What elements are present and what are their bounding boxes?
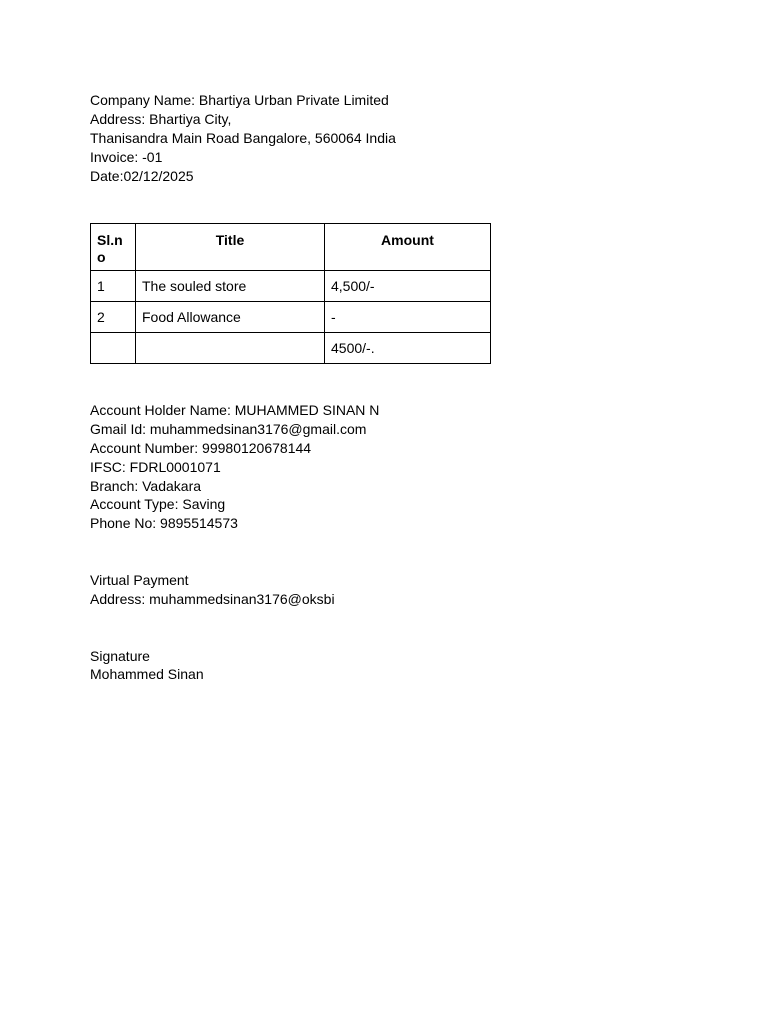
cell-slno: 2 (91, 302, 136, 333)
table-total-row (91, 333, 491, 364)
company-name: Company Name: Bhartiya Urban Private Limited (90, 92, 389, 108)
signature-label: Signature (90, 648, 150, 664)
header-slno: Sl.no (91, 224, 136, 271)
header-title: Title (136, 224, 325, 271)
table-row (91, 302, 491, 333)
account-holder-name: Account Holder Name: MUHAMMED SINAN N (90, 402, 380, 418)
invoice-number: Invoice: -01 (90, 149, 163, 165)
address-line-1: Address: Bhartiya City, (90, 111, 232, 127)
cell-title: The souled store (136, 271, 325, 302)
invoice-table (90, 223, 491, 364)
cell-slno (91, 333, 136, 364)
virtual-payment-label: Virtual Payment (90, 572, 189, 588)
header-amount: Amount (325, 224, 491, 271)
account-number: Account Number: 99980120678144 (90, 440, 312, 456)
table-header-row (91, 224, 491, 271)
ifsc-code: IFSC: FDRL0001071 (90, 459, 221, 475)
address-line-2: Thanisandra Main Road Bangalore, 560064 India (90, 130, 396, 146)
cell-amount: 4,500/- (325, 271, 491, 302)
phone-number: Phone No: 9895514573 (90, 515, 238, 531)
cell-amount: - (325, 302, 491, 333)
cell-title: Food Allowance (136, 302, 325, 333)
gmail-id: Gmail Id: muhammedsinan3176@gmail.com (90, 421, 367, 437)
cell-title (136, 333, 325, 364)
cell-total-amount: 4500/-. (325, 333, 491, 364)
invoice-date: Date:02/12/2025 (90, 168, 194, 184)
table-row (91, 271, 491, 302)
branch: Branch: Vadakara (90, 478, 202, 494)
cell-slno: 1 (91, 271, 136, 302)
account-type: Account Type: Saving (90, 496, 226, 512)
signature-name: Mohammed Sinan (90, 666, 204, 682)
virtual-payment-address: Address: muhammedsinan3176@oksbi (90, 591, 335, 607)
